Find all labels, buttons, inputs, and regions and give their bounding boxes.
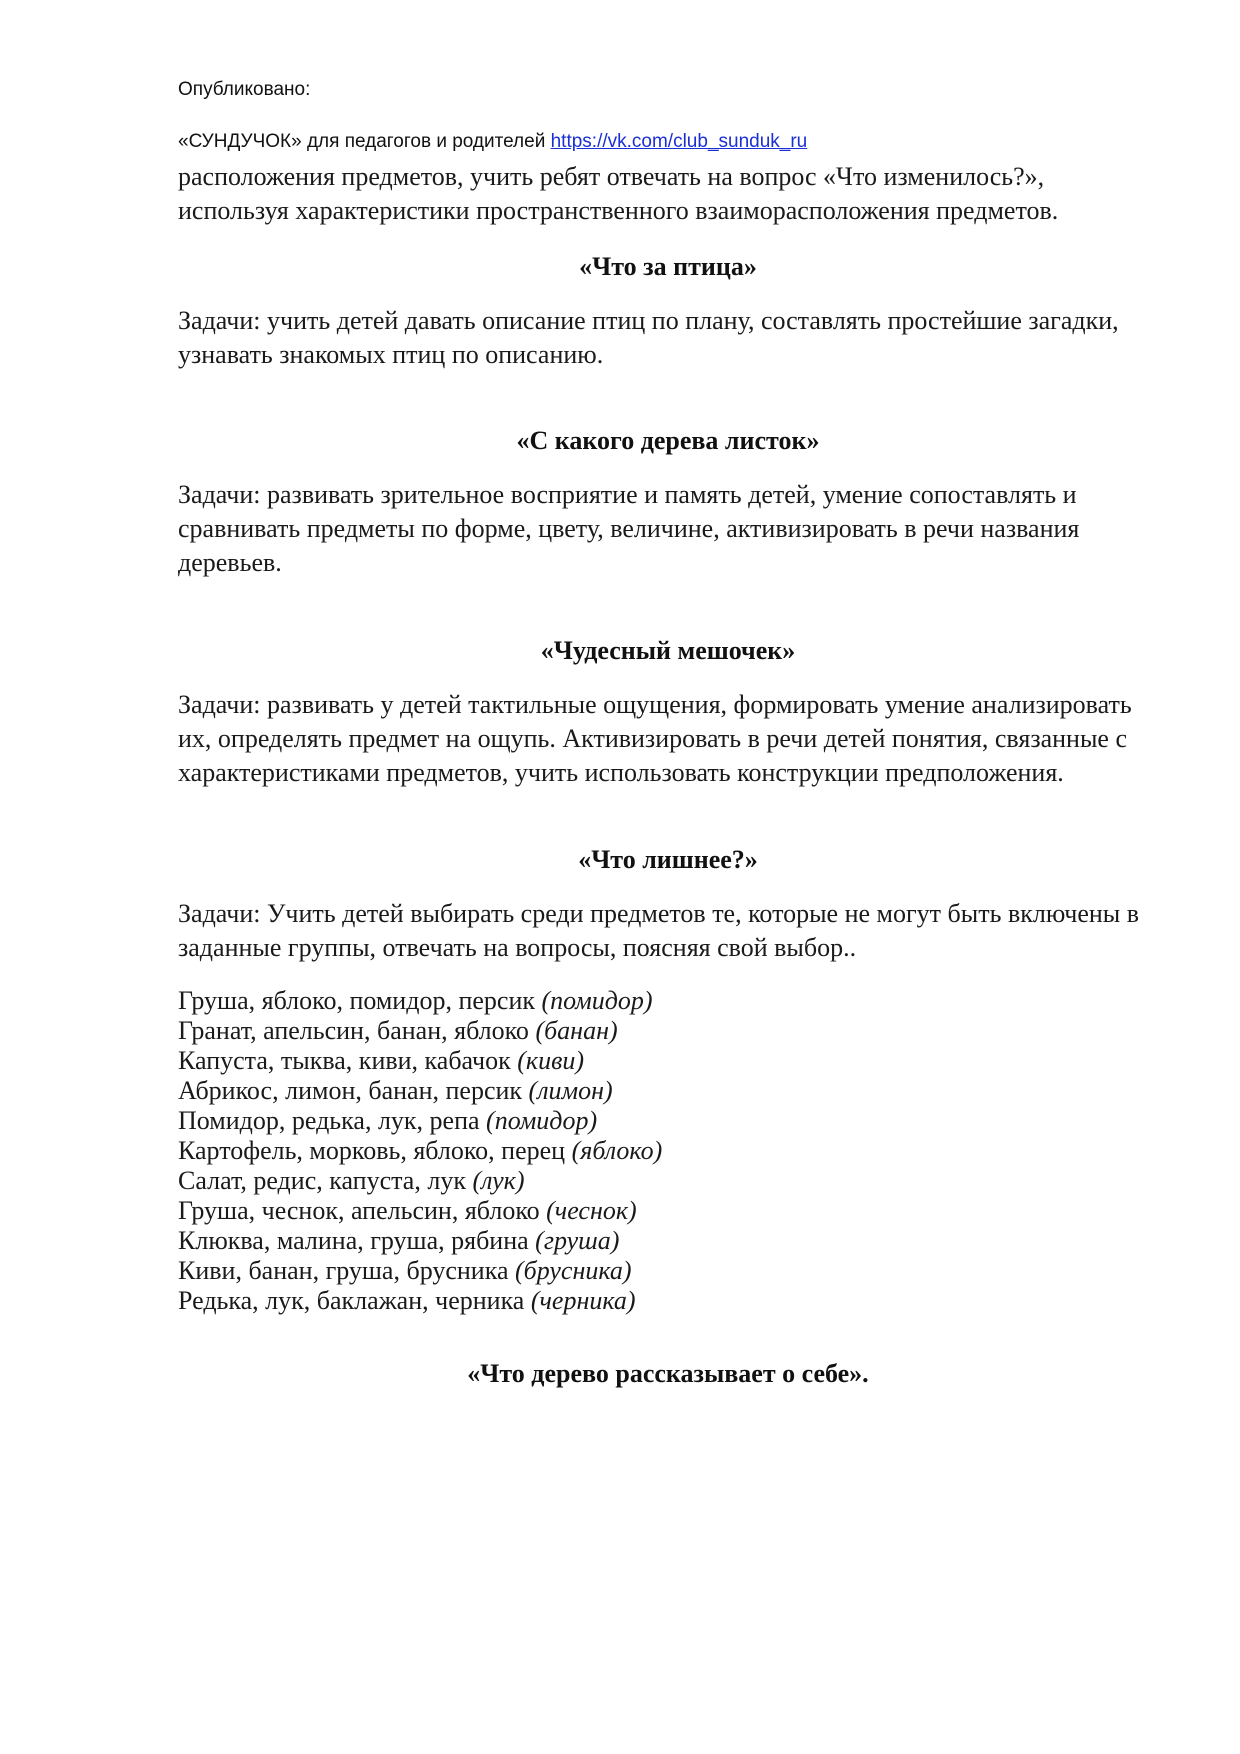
tasks-text: Задачи: развивать у детей тактильные ощущения, формировать умение анализировать их, определять предмет на ощупь. Активизировать в речи детей понятия, связанные с характеристиками предметов, учить использовать конструкции предположения.: [178, 690, 1132, 787]
tasks-text: Задачи: развивать зрительное восприятие и память детей, умение сопоставлять и сравнивать предметы по форме, цвету, величине, активизировать в речи названия деревьев.: [178, 480, 1080, 577]
list-item: [178, 1226, 1158, 1256]
list-item-answer: (чеснок): [546, 1196, 637, 1225]
list-item-words: Клюква, малина, груша, рябина: [178, 1226, 536, 1255]
list-item-answer: (киви): [517, 1046, 585, 1075]
list-item: [178, 986, 1158, 1016]
section-text-bird: [178, 304, 1158, 372]
list-item-answer: (брусника): [515, 1256, 632, 1285]
list-item-answer: (помидор): [541, 986, 653, 1015]
tasks-text: Задачи: учить детей давать описание птиц по плану, составлять простейшие загадки, узнавать знакомых птиц по описанию.: [178, 306, 1119, 369]
list-item: [178, 1286, 1158, 1316]
list-item: [178, 1076, 1158, 1106]
section-title-tree: «Что дерево рассказывает о себе».: [467, 1359, 869, 1388]
list-item-answer: (банан): [535, 1016, 618, 1045]
list-item-words: Груша, чеснок, апельсин, яблоко: [178, 1196, 547, 1225]
section-title-odd: «Что лишнее?»: [578, 845, 758, 874]
list-item-words: Киви, банан, груша, брусника: [178, 1256, 515, 1285]
section-title-leaf: «С какого дерева листок»: [516, 426, 820, 455]
intro-paragraph: [178, 160, 1158, 228]
list-item-words: Капуста, тыква, киви, кабачок: [178, 1046, 518, 1075]
list-item-words: Груша, яблоко, помидор, персик: [178, 986, 542, 1015]
list-item: [178, 1106, 1158, 1136]
list-item: [178, 1256, 1158, 1286]
published-label: Опубликовано:: [178, 79, 311, 100]
list-item: [178, 1166, 1158, 1196]
section-text-bag: [178, 688, 1158, 790]
list-item-answer: (яблоко): [571, 1136, 663, 1165]
list-item-answer: (помидор): [486, 1106, 598, 1135]
list-item-answer: (лимон): [528, 1076, 613, 1105]
list-item: [178, 1016, 1158, 1046]
list-item-answer: (черника): [530, 1286, 636, 1315]
list-item-words: Гранат, апельсин, банан, яблоко: [178, 1016, 536, 1045]
list-item: [178, 1046, 1158, 1076]
section-text-odd: [178, 897, 1158, 965]
intro-text: расположения предметов, учить ребят отвечать на вопрос «Что изменилось?», используя характеристики пространственного взаиморасположения предметов.: [178, 162, 1059, 225]
list-item-words: Помидор, редька, лук, репа: [178, 1106, 487, 1135]
source-name: «СУНДУЧОК» для педагогов и родителей: [178, 131, 546, 152]
list-item-words: Абрикос, лимон, банан, персик: [178, 1076, 529, 1105]
source-link[interactable]: https://vk.com/club_sunduk_ru: [550, 131, 808, 152]
list-item: [178, 1196, 1158, 1226]
section-title-bird: «Что за птица»: [579, 252, 757, 281]
list-item-words: Редька, лук, баклажан, черника: [178, 1286, 531, 1315]
section-text-leaf: [178, 478, 1158, 580]
odd-one-out-list: [178, 986, 1158, 1316]
list-item-answer: (лук): [472, 1166, 525, 1195]
list-item-words: Картофель, морковь, яблоко, перец: [178, 1136, 572, 1165]
tasks-text: Задачи: Учить детей выбирать среди предметов те, которые не могут быть включены в заданные группы, отвечать на вопросы, поясняя свой выбор..: [178, 899, 1140, 962]
list-item-words: Салат, редис, капуста, лук: [178, 1166, 473, 1195]
section-title-bag: «Чудесный мешочек»: [540, 636, 796, 665]
source-line: [178, 130, 807, 154]
list-item-answer: (груша): [535, 1226, 620, 1255]
list-item: [178, 1136, 1158, 1166]
